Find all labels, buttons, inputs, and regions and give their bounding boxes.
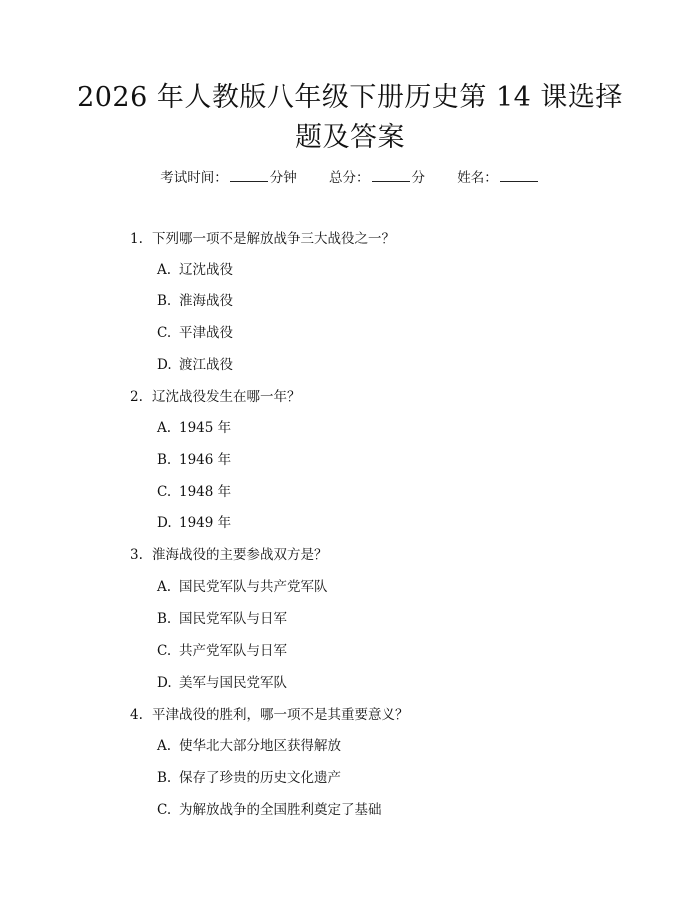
exam-time-unit: 分钟 [269,170,297,186]
option-text: 美军与国民党军队 [179,675,287,691]
option-letter: C. [157,643,172,659]
option-text: 渡江战役 [179,357,233,373]
option-text: 1946 年 [179,452,232,468]
option-letter: A. [157,420,172,436]
exam-time-field [160,168,297,188]
question-number: 3. [130,547,143,563]
option-text: 使华北大部分地区获得解放 [179,738,341,754]
option-letter: B. [157,770,172,786]
option-letter: B. [157,611,172,627]
option-text: 平津战役 [179,325,233,341]
option-letter: B. [157,452,172,468]
option-letter: C. [157,802,172,818]
total-score-unit: 分 [411,170,425,186]
option-text: 为解放战争的全国胜利奠定了基础 [179,802,382,818]
question-text: 平津战役的胜利，哪一项不是其重要意义？ [152,707,409,723]
total-score-blank [372,169,410,182]
question-1-option-b [157,291,233,311]
question-4-option-a [157,736,341,756]
option-letter: D. [157,675,172,691]
option-letter: D. [157,357,172,373]
exam-time-blank [230,169,268,182]
option-text: 1948 年 [179,484,232,500]
option-letter: C. [157,484,172,500]
question-text: 淮海战役的主要参战双方是？ [152,547,328,563]
question-2-option-d [157,513,231,533]
question-1-option-a [157,260,233,280]
question-2-option-a [157,418,231,438]
total-score-label: 总分： [329,170,370,186]
total-score-field [329,168,425,188]
question-1 [130,229,395,249]
question-4-option-c [157,800,382,820]
option-text: 1949 年 [179,515,232,531]
title-line-1: 2026 年人教版八年级下册历史第 14 课选择 [77,82,623,113]
question-number: 1. [130,231,143,247]
option-text: 保存了珍贵的历史文化遗产 [179,770,341,786]
name-field [457,168,540,188]
question-3-option-b [157,609,287,629]
question-1-option-d [157,355,233,375]
name-blank [500,169,538,182]
question-number: 2. [130,389,143,405]
question-3 [130,545,328,565]
question-2 [130,387,301,407]
question-4-option-b [157,768,341,788]
question-3-option-a [157,577,328,597]
question-2-option-c [157,482,231,502]
option-letter: D. [157,515,172,531]
option-text: 淮海战役 [179,293,233,309]
title-line-2: 题及答案 [295,122,405,153]
exam-info-line [0,168,700,188]
question-text: 下列哪一项不是解放战争三大战役之一？ [152,231,395,247]
option-letter: B. [157,293,172,309]
question-1-option-c [157,323,233,343]
option-text: 辽沈战役 [179,262,233,278]
page-title [60,78,640,158]
question-3-option-c [157,641,287,661]
option-letter: A. [157,738,172,754]
exam-time-label: 考试时间： [160,170,228,186]
question-text: 辽沈战役发生在哪一年？ [152,389,301,405]
option-letter: C. [157,325,172,341]
option-letter: A. [157,262,172,278]
option-text: 国民党军队与日军 [179,611,287,627]
option-text: 1945 年 [179,420,232,436]
question-number: 4. [130,707,143,723]
option-text: 国民党军队与共产党军队 [179,579,328,595]
name-label: 姓名： [457,170,498,186]
option-text: 共产党军队与日军 [179,643,287,659]
question-2-option-b [157,450,231,470]
question-3-option-d [157,673,287,693]
question-4 [130,705,409,725]
option-letter: A. [157,579,172,595]
